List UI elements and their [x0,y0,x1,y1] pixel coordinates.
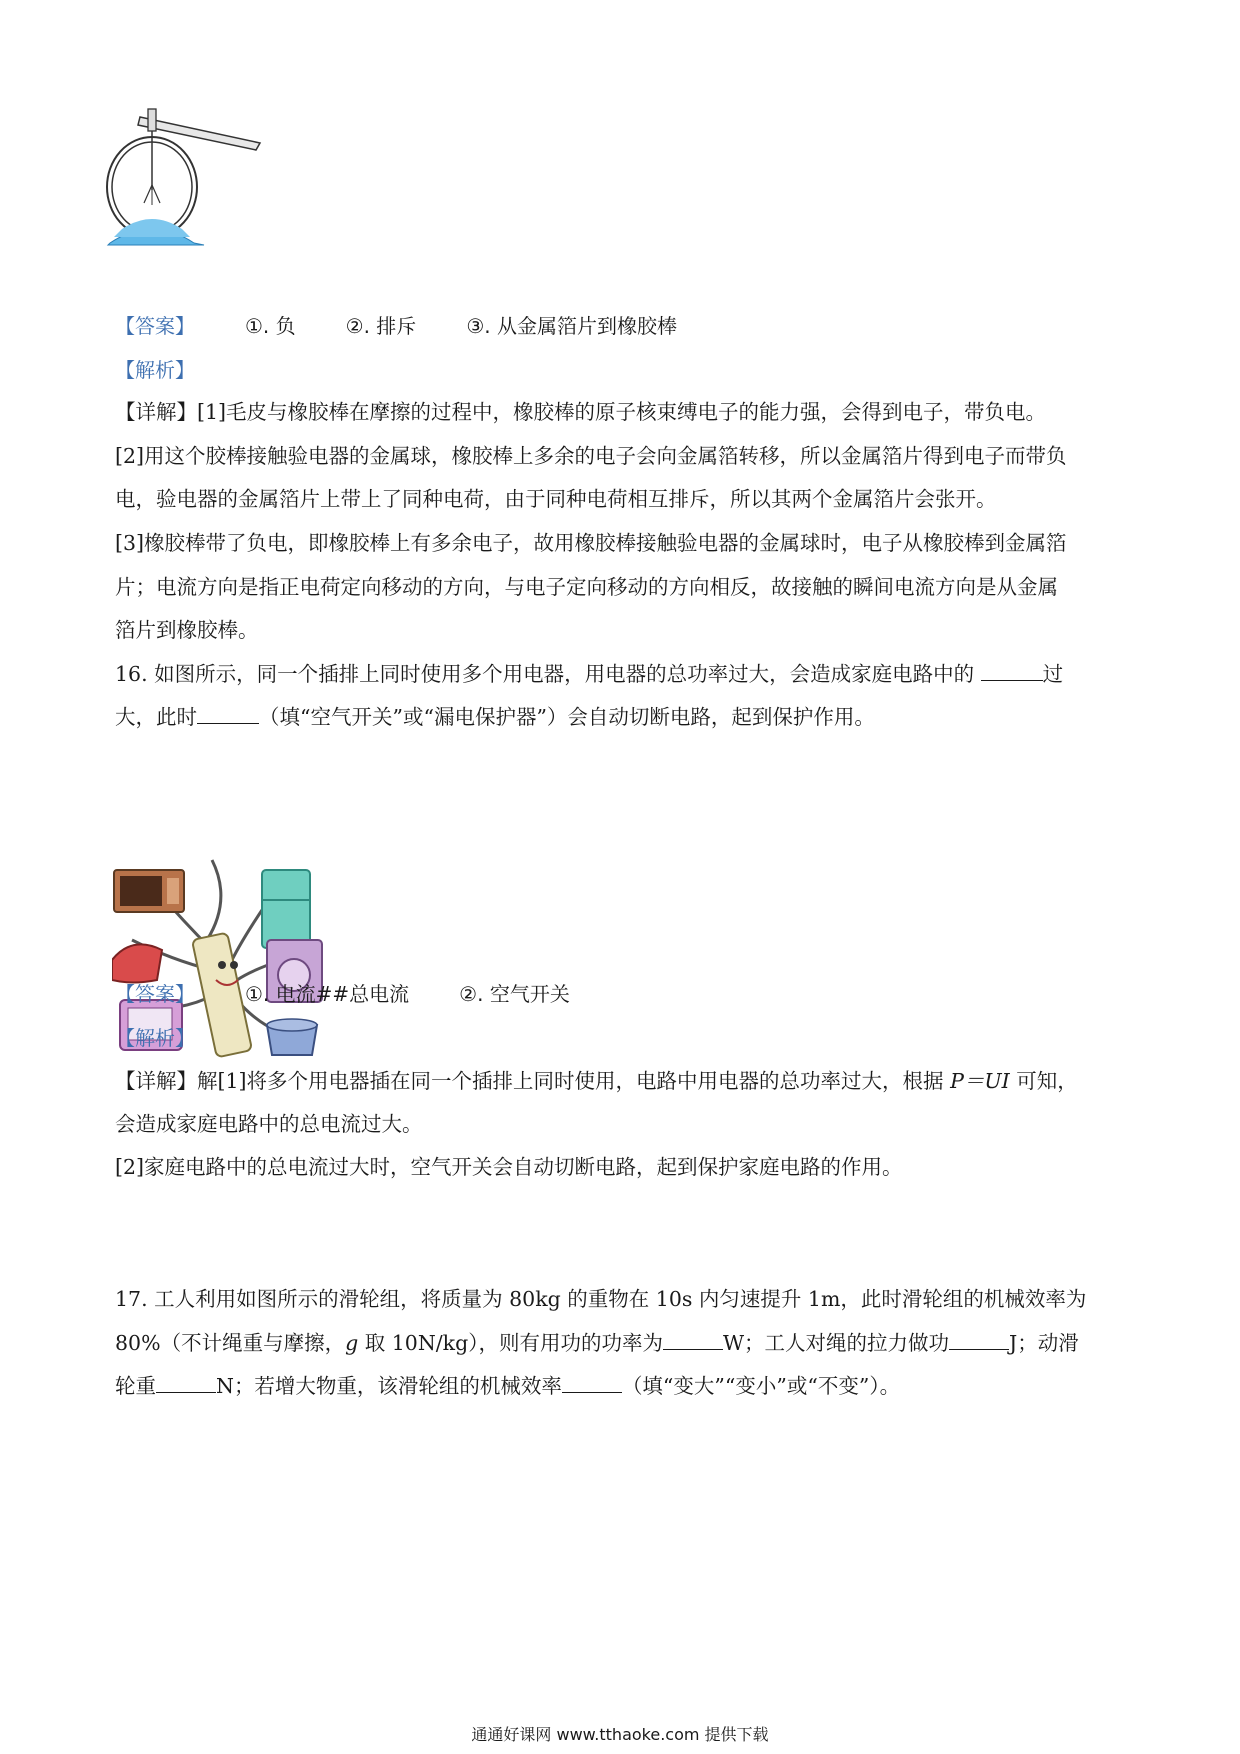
q15-answer-line [115,312,677,340]
answer-1: ①. 电流##总电流 [245,982,410,1006]
q16-question-line-1: 16. 如图所示，同一个插排上同时使用多个用电器，用电器的总功率过大，会造成家庭电路中的 过 [115,662,1064,686]
answer-3: ③. 从金属箔片到橡胶棒 [466,314,677,338]
q17-question-line-3: 轮重 N；若增大物重，该滑轮组的机械效率 （填“变大”“变小”或“不变”）。 [115,1374,901,1398]
q15-detail-1: 【详解】[1]毛皮与橡胶棒在摩擦的过程中，橡胶棒的原子核束缚电子的能力强，会得到电子，带负电。 [115,400,1047,424]
q15-detail-6: 箔片到橡胶棒。 [115,618,259,642]
analysis-tag: 【解析】 [115,1026,195,1050]
analysis-tag: 【解析】 [115,358,195,382]
q16-detail-1: 【详解】解[1]将多个用电器插在同一个插排上同时使用，电路中用电器的总功率过大，根据 P＝UI 可知， [115,1069,1078,1093]
answer-tag: 【答案】 [115,314,195,338]
electroscope-figure [100,105,270,280]
q16-detail-3: [2]家庭电路中的总电流过大时，空气开关会自动切断电路，起到保护家庭电路的作用。 [115,1155,903,1179]
blank-3 [156,1372,216,1393]
q15-detail-5: 片；电流方向是指正电荷定向移动的方向，与电子定向移动的方向相反，故接触的瞬间电流方向是从金属 [115,575,1058,599]
blank-1 [981,660,1043,681]
q17-question-line-2: 80%（不计绳重与摩擦，g 取 10N/kg），则有用功的功率为 W；工人对绳的拉力做功 J；动滑 [115,1331,1079,1355]
blank-2 [949,1329,1009,1350]
blank-1 [663,1329,723,1350]
answer-2: ②. 排斥 [345,314,417,338]
q15-detail-3: 电，验电器的金属箔片上带上了同种电荷，由于同种电荷相互排斥，所以其两个金属箔片会张开。 [115,487,997,511]
formula: P＝UI [950,1069,1010,1093]
answer-1: ①. 负 [245,314,296,338]
q15-detail-4: [3]橡胶棒带了负电，即橡胶棒上有多余电子，故用橡胶棒接触验电器的金属球时，电子从橡胶棒到金属箔 [115,531,1067,555]
blank-2 [197,703,259,724]
q15-detail-2: [2]用这个胶棒接触验电器的金属球，橡胶棒上多余的电子会向金属箔转移，所以金属箔片得到电子而带负 [115,444,1067,468]
answer-2: ②. 空气开关 [459,982,570,1006]
answer-tag: 【答案】 [115,982,195,1006]
q16-question-line-2: 大，此时 （填“空气开关”或“漏电保护器”）会自动切断电路，起到保护作用。 [115,705,875,729]
q17-question-line-1: 17. 工人利用如图所示的滑轮组，将质量为 80kg 的重物在 10s 内匀速提升 1m，此时滑轮组的机械效率为 [115,1287,1087,1311]
q16-detail-2: 会造成家庭电路中的总电流过大。 [115,1112,423,1136]
blank-4 [562,1372,622,1393]
q16-answer-line [115,980,570,1008]
page-footer: 通通好课网 www.tthaoke.com 提供下载 [471,1725,769,1744]
